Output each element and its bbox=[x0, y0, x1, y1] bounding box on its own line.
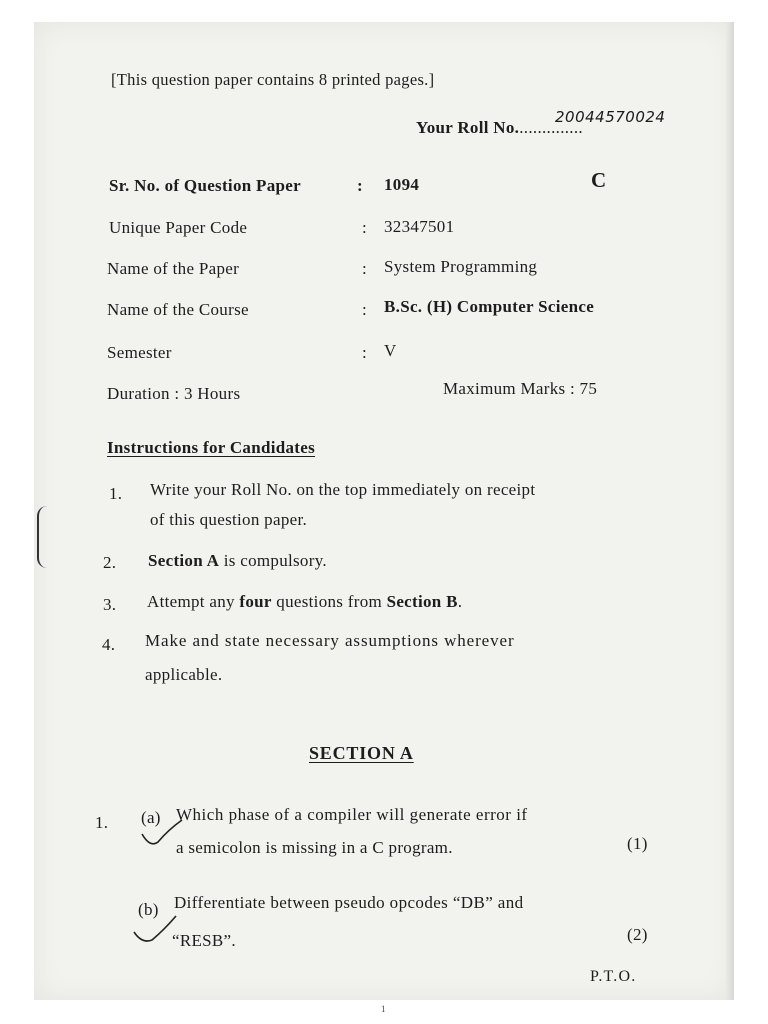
page-mark: 1 bbox=[381, 1004, 386, 1014]
semester-value: V bbox=[384, 341, 397, 360]
instruction-4-line1: Make and state necessary assumptions wherever bbox=[145, 631, 515, 650]
paper-code-value: 32347501 bbox=[384, 217, 455, 236]
course-label: Name of the Course bbox=[107, 300, 249, 319]
paper-code-sep: : bbox=[362, 218, 368, 237]
paper-set: C bbox=[591, 168, 607, 192]
q1a-line1: Which phase of a compiler will generate error if bbox=[176, 805, 528, 824]
course-value: B.Sc. (H) Computer Science bbox=[384, 297, 595, 316]
instruction-3-num: 3. bbox=[103, 595, 117, 614]
instruction-3-bold1: four bbox=[239, 592, 272, 611]
q1b-line1: Differentiate between pseudo opcodes “DB” and bbox=[174, 893, 524, 912]
duration: Duration : 3 Hours bbox=[107, 384, 241, 403]
pto-mark: P.T.O. bbox=[590, 968, 637, 985]
paper-code-label: Unique Paper Code bbox=[109, 218, 248, 237]
q1b-label: (b) bbox=[138, 900, 159, 919]
q1b-line2: “RESB”. bbox=[172, 931, 236, 950]
q1b-marks: (2) bbox=[627, 925, 648, 944]
q1a-line2: a semicolon is missing in a C program. bbox=[176, 838, 453, 857]
instruction-3-bold2: Section B bbox=[386, 592, 458, 611]
instruction-4-num: 4. bbox=[102, 635, 116, 654]
instructions-heading: Instructions for Candidates bbox=[107, 438, 316, 457]
instruction-3-post: . bbox=[457, 592, 463, 611]
course-sep: : bbox=[362, 300, 368, 319]
max-marks: Maximum Marks : 75 bbox=[443, 379, 598, 398]
semester-sep: : bbox=[362, 343, 368, 362]
instruction-2-bold: Section A bbox=[148, 551, 220, 570]
instruction-2-num: 2. bbox=[103, 553, 117, 572]
question-1-num: 1. bbox=[95, 813, 109, 832]
instruction-1-num: 1. bbox=[109, 484, 123, 503]
margin-bracket-mark bbox=[37, 506, 47, 568]
pages-note: [This question paper contains 8 printed pages.] bbox=[111, 70, 435, 89]
roll-dots: .............. bbox=[519, 118, 583, 137]
check-mark-icon bbox=[132, 912, 178, 946]
instruction-1-line2: of this question paper. bbox=[150, 510, 308, 529]
instruction-4-line2: applicable. bbox=[145, 665, 223, 684]
instruction-2-rest: is compulsory. bbox=[219, 551, 327, 570]
roll-number-handwritten: 20044570024 bbox=[555, 108, 666, 126]
instruction-1-line1: Write your Roll No. on the top immediately on receipt bbox=[150, 480, 536, 499]
paper-name-value: System Programming bbox=[384, 257, 538, 276]
instruction-2 bbox=[148, 551, 327, 571]
paper-name-sep: : bbox=[362, 259, 368, 278]
q1a-marks: (1) bbox=[627, 834, 648, 853]
instruction-3-pre: Attempt any bbox=[147, 592, 240, 611]
sr-no-sep: : bbox=[357, 176, 363, 195]
sr-no-label: Sr. No. of Question Paper bbox=[109, 176, 301, 195]
check-mark-icon bbox=[140, 818, 184, 850]
section-a-heading: SECTION A bbox=[309, 743, 414, 763]
roll-label-text: Your Roll No. bbox=[416, 118, 520, 137]
paper-name-label: Name of the Paper bbox=[107, 259, 240, 278]
instruction-3 bbox=[147, 592, 462, 612]
q1a-label: (a) bbox=[141, 808, 161, 827]
semester-label: Semester bbox=[107, 343, 172, 362]
instruction-3-mid: questions from bbox=[271, 592, 387, 611]
sr-no-value: 1094 bbox=[384, 175, 420, 194]
page-edge bbox=[726, 22, 734, 1000]
